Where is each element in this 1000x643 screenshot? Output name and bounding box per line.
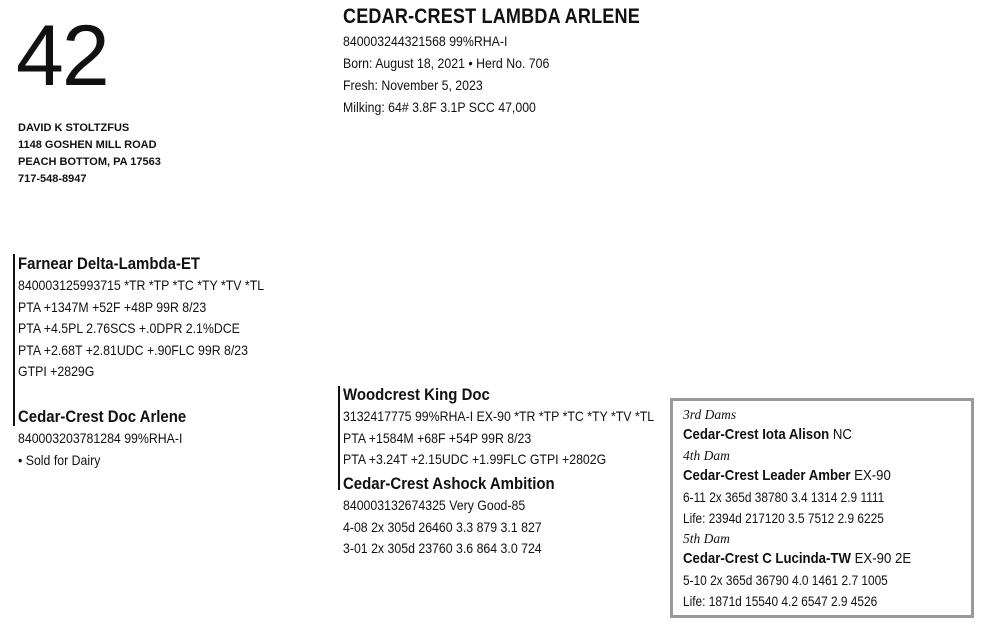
dam-name: Cedar-Crest Doc Arlene (18, 407, 187, 426)
further-dams-box (670, 398, 974, 618)
dam-record: Life: 1871d 15540 4.2 6547 2.9 4526 (683, 594, 878, 609)
dam-name-line (683, 424, 911, 446)
dam-note: • Sold for Dairy (18, 451, 101, 468)
pedigree-bracket-dam (338, 386, 340, 490)
pedigree-bracket-sire (13, 254, 15, 426)
animal-header (343, 4, 688, 118)
maternal-grandsire-line: PTA +1584M +68F +54P 99R 8/23 (343, 429, 532, 446)
dam-classification: EX-90 (854, 467, 891, 484)
animal-fresh: Fresh: November 5, 2023 (343, 77, 483, 93)
dam-block (18, 406, 186, 471)
animal-born: Born: August 18, 2021 • Herd No. 706 (343, 55, 550, 71)
dam-heading: 4th Dam (683, 448, 730, 463)
sire-line: GTPI +2829G (18, 363, 95, 379)
dam-classification: EX-90 2E (854, 550, 912, 567)
dam-record: Life: 2394d 217120 3.5 7512 2.9 6225 (683, 511, 884, 526)
animal-id: 840003244321568 99%RHA-I (343, 33, 508, 49)
animal-name: CEDAR-CREST LAMBDA ARLENE (343, 5, 640, 28)
sire-name: Farnear Delta-Lambda-ET (18, 254, 201, 273)
sire-line: PTA +4.5PL 2.76SCS +.0DPR 2.1%DCE (18, 320, 240, 336)
dam-name: Cedar-Crest Leader Amber (683, 467, 851, 484)
dam-heading: 3rd Dams (683, 407, 737, 422)
dam-id: 840003203781284 99%RHA-I (18, 430, 183, 446)
granddam-line: 4-08 2x 305d 26460 3.3 879 3.1 827 (343, 518, 542, 535)
dam-record: 5-10 2x 365d 36790 4.0 1461 2.7 1005 (683, 573, 888, 588)
maternal-grandsire-line: PTA +3.24T +2.15UDC +1.99FLC GTPI +2802G (343, 451, 607, 467)
sire-line: 840003125993715 *TR *TP *TC *TY *TV *TL (18, 277, 265, 293)
dam-name-line (683, 548, 911, 570)
lot-number: 42 (16, 8, 108, 104)
sire-line: PTA +2.68T +2.81UDC +.90FLC 99R 8/23 (18, 341, 248, 358)
maternal-grandsire-block (343, 384, 654, 471)
consignor-block (18, 120, 161, 188)
dam-name-line (683, 465, 911, 487)
dam-name: Cedar-Crest C Lucinda-TW (683, 550, 851, 567)
dam-heading: 5th Dam (683, 531, 730, 546)
consignor-phone: 717-548-8947 (18, 173, 87, 185)
consignor-city: PEACH BOTTOM, PA 17563 (18, 156, 161, 168)
dam-classification: NC (832, 426, 852, 443)
dam-name: Cedar-Crest Iota Alison (683, 426, 830, 443)
consignor-name: DAVID K STOLTZFUS (18, 122, 130, 134)
granddam-line: 840003132674325 Very Good-85 (343, 497, 526, 513)
granddam-line: 3-01 2x 305d 23760 3.6 864 3.0 724 (343, 540, 542, 556)
dam-record: 6-11 2x 365d 38780 3.4 1314 2.9 1111 (683, 490, 885, 505)
maternal-grandsire-line: 3132417775 99%RHA-I EX-90 *TR *TP *TC *TY *TV *TL (343, 408, 655, 424)
sire-line: PTA +1347M +52F +48P 99R 8/23 (18, 298, 207, 315)
granddam-block (343, 473, 555, 560)
consignor-street: 1148 GOSHEN MILL ROAD (18, 139, 157, 151)
sire-block (18, 253, 264, 383)
animal-milking: Milking: 64# 3.8F 3.1P SCC 47,000 (343, 99, 536, 115)
granddam-name: Cedar-Crest Ashock Ambition (343, 474, 555, 493)
maternal-grandsire-name: Woodcrest King Doc (343, 385, 490, 404)
